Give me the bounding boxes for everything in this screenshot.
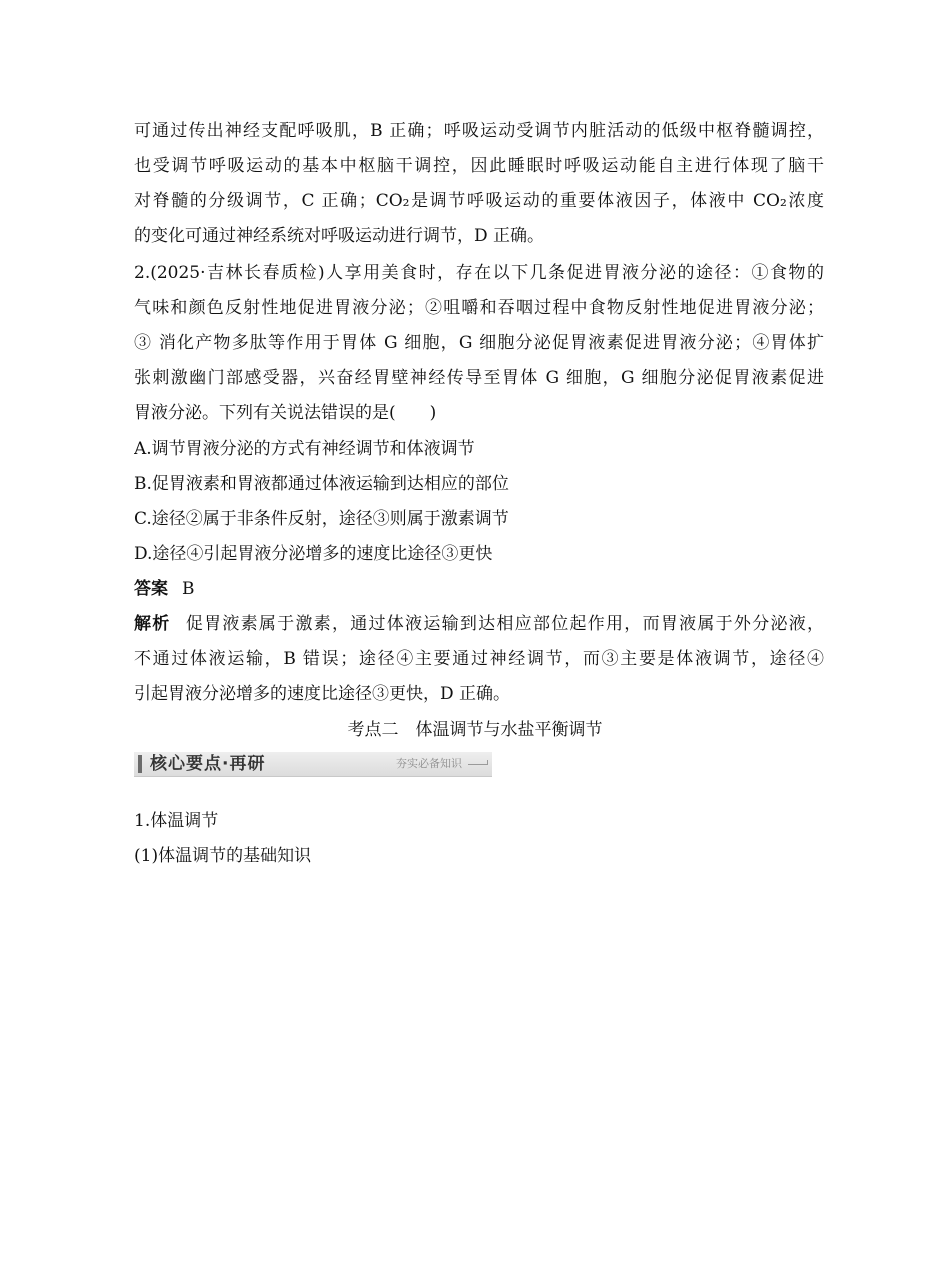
banner-marker	[138, 755, 142, 773]
analysis-text: 促胃液素属于激素，通过体液运输到达相应部位起作用，而胃液属于外分泌液，	[184, 614, 824, 634]
banner-title: 核心要点·再研	[150, 754, 266, 774]
heading-body-temperature: 1.体温调节	[134, 811, 219, 831]
question-stem-line: 胃液分泌。下列有关说法错误的是( )	[134, 403, 437, 423]
answer-value: B	[182, 579, 195, 599]
analysis-label: 解析	[134, 614, 171, 634]
banner-rule-cap	[487, 760, 488, 765]
question-stem-line: 气味和颜色反射性地促进胃液分泌；②咀嚼和吞咽过程中食物反射性地促进胃液分泌；	[134, 298, 824, 318]
analysis-line: 引起胃液分泌增多的速度比途径③更快，D 正确。	[134, 684, 511, 704]
banner-rule	[468, 764, 488, 765]
answer-line	[134, 579, 824, 599]
option-c: C.途径②属于非条件反射，途径③则属于激素调节	[134, 509, 509, 529]
analysis-line: 不通过体液运输，B 错误；途径④主要通过神经调节，而③主要是体液调节，途径④	[134, 649, 824, 669]
option-d: D.途径④引起胃液分泌增多的速度比途径③更快	[134, 544, 493, 564]
section-title: 考点二 体温调节与水盐平衡调节	[347, 720, 603, 740]
answer-label: 答案	[134, 579, 168, 599]
question-stem-line: ③ 消化产物多肽等作用于胃体 G 细胞，G 细胞分泌促胃液素促进胃液分泌；④胃体扩	[134, 333, 824, 353]
explanation-line: 的变化可通过神经系统对呼吸运动进行调节，D 正确。	[134, 226, 545, 246]
section-banner	[134, 752, 492, 777]
subheading-basics: (1)体温调节的基础知识	[134, 846, 312, 866]
explanation-line: 对脊髓的分级调节，C 正确；CO₂是调节呼吸运动的重要体液因子，体液中 CO₂浓度	[134, 191, 824, 211]
analysis-line	[134, 614, 824, 634]
question-stem-line: 2.(2025·吉林长春质检)人享用美食时，存在以下几条促进胃液分泌的途径：①食物的	[134, 263, 824, 283]
option-b: B.促胃液素和胃液都通过体液运输到达相应的部位	[134, 474, 509, 494]
option-a: A.调节胃液分泌的方式有神经调节和体液调节	[134, 439, 475, 459]
explanation-line: 也受调节呼吸运动的基本中枢脑干调控，因此睡眠时呼吸运动能自主进行体现了脑干	[134, 156, 824, 176]
banner-subtitle: 夯实必备知识	[396, 757, 462, 770]
question-stem-line: 张刺激幽门部感受器，兴奋经胃壁神经传导至胃体 G 细胞，G 细胞分泌促胃液素促进	[134, 368, 824, 388]
explanation-line: 可通过传出神经支配呼吸肌，B 正确；呼吸运动受调节内脏活动的低级中枢脊髓调控，	[134, 121, 824, 141]
